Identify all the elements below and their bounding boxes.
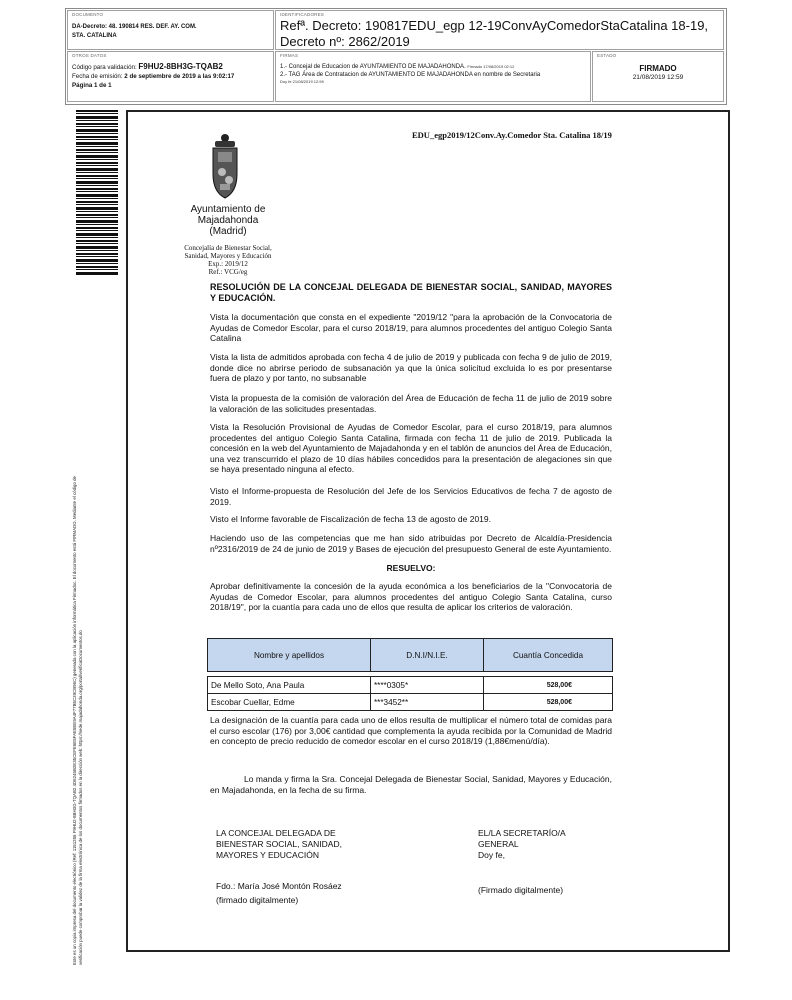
file-reference: EDU_egp2019/12Conv.Ay.Comedor Sta. Catalina 18/19 [412,130,612,140]
validation-code[interactable]: F9HU2-8BH3G-TQAB2 [138,62,223,71]
table-row [208,694,613,711]
signatory-left-line2: BIENESTAR SOCIAL, SANIDAD, [216,839,342,849]
department-line2: Sanidad, Mayores y Educación [184,252,272,260]
signatures-caption: FIRMAS [280,53,299,58]
signature-2: 2.- TAG Área de Contratacion de AYUNTAMIENTO DE MAJADAHONDA en nombre de Secretaria [280,72,541,78]
document-page [126,110,730,952]
beneficiary-id: ****0305* [371,677,484,694]
signature-2-date: Doy fe 21/08/2019 12:59 [280,79,324,84]
decree-number: Decreto nº: 2862/2019 [280,34,410,49]
paragraph-fiscal-report: Visto el Informe favorable de Fiscalización de fecha 13 de agosto de 2019. [210,514,491,524]
status-badge: FIRMADO [639,64,677,73]
validation-code-label: Código para validación: [72,64,137,71]
paragraph-amount-calculation: La designación de la cuantía para cada uno de ellos resulta de multiplicar el número total de comidas para el curso escolar (176) por 3,00€ cantidad que complementa la ayuda recibida por la Comunidad de Madrid en concepto de precio reducido de comedor escolar en el curso 2018/19 (1,88€menú/día). [210,715,612,746]
signatory-left-line3: MAYORES Y EDUCACIÓN [216,850,319,860]
validation-header [65,8,727,105]
issue-date-label: Fecha de emisión: [72,73,123,80]
signature-1: 1.- Concejal de Educacion de AYUNTAMIENTO DE MAJADAHONDA. [280,64,466,70]
vertical-note-line1: Este es un copia impresa del documento electrónico (Ref: 1151255 F9HU2-8BH3G-TQAB2 4D6245B2E35CEFE6E5FAE5EE9A4F77B5C39CB96C) generada con la aplicación informática Firmadoc. El documento está FIRMADO. Mediante el código de [72,476,77,965]
signatory-right-line2: GENERAL [478,839,519,849]
beneficiary-amount: 528,00€ [484,694,613,711]
status-caption: ESTADO [597,53,617,58]
beneficiary-name: De Mello Soto, Ana Paula [208,677,371,694]
paragraph-competences: Haciendo uso de las competencias que me han sido atribuidas por Decreto de Alcaldía-Presidencia nº2316/2019 de 24 de junio de 2019 y Bases de ejecución del presupuesto General de este Ayuntamiento. [210,533,612,554]
paragraph-commission: Vista la propuesta de la comisión de valoración del Área de Educación de fecha 11 de julio de 2019 sobre la valoración de las solicitudes presentadas. [210,393,612,414]
table-row [208,677,613,694]
vertical-note-line2: verificación puede comprobar la validez de la firma electrónica de los documentos firmados en la dirección web: https://sede.majadahonda.org/portal/verificaDocumentos.do [78,630,83,965]
paragraph-signature-order: Lo manda y firma la Sra. Concejal Delegada de Bienestar Social, Sanidad, Mayores y Educación, en Majadahonda, en la fecha de su firma. [210,774,612,795]
page-count: Página 1 de 1 [72,82,112,89]
column-header-name: Nombre y apellidos [208,639,371,672]
status-date: 21/08/2019 12:59 [632,74,684,81]
signatory-left-digital: (firmado digitalmente) [216,895,299,905]
resolve-heading: RESUELVO: [386,563,436,573]
signatory-right-line3: Doy fe, [478,850,505,860]
signatory-left-name: Fdo.: María José Montón Rosáez [216,881,342,891]
identifier-reference: Refª. Decreto: 190817EDU_egp 12-19ConvAyComedorStaCatalina 18-19, [280,18,709,33]
paragraph-approval: Aprobar definitivamente la concesión de la ayuda económica a los beneficiarios de la "Convocatoria de Ayudas de Comedor Escolar, para alumnos procedentes del antiguo Colegio Santa Catalina, curso 2018/19", por la cuantía para cada uno de ellos que resulta de aplicar los criterios de valoración. [210,581,612,612]
signatory-left [216,828,376,861]
signatures-cell [275,51,591,102]
issuer-line2: Majadahonda [197,215,259,226]
paragraph-documentation: Vista la documentación que consta en el expediente "2019/12 "para la aprobación de la Convocatoria de Ayudas de Comedor Escolar, para el curso 2018/19, para alumnos procedentes del antiguo Colegio Santa Catalina [210,312,612,343]
signatory-right-line1: EL/LA SECRETARÍO/A [478,828,566,838]
signatory-left-line1: LA CONCEJAL DELEGADA DE [216,828,336,838]
document-cell [67,10,274,50]
issue-date: 2 de septiembre de 2019 a las 9:02:17 [124,73,235,80]
municipal-crest-icon [208,132,242,202]
expedient-number: Exp.: 2019/12 [208,260,248,268]
beneficiary-id: ***3452** [371,694,484,711]
other-data-cell [67,51,274,102]
issuer-line3: (Madrid) [209,226,247,237]
issuer-line1: Ayuntamiento de [190,204,266,215]
department-info [158,244,298,276]
document-caption: DOCUMENTO [72,12,104,17]
reference-initials: Ref.: VCG/eg [208,268,248,276]
beneficiaries-table [207,638,613,711]
paragraph-report-proposal: Visto el Informe-propuesta de Resolución del Jefe de los Servicios Educativos de fecha 7 de agosto de 2019. [210,486,612,507]
signature-1-date: Firmado 17/08/2019 02:12 [467,64,515,69]
beneficiary-name: Escobar Cuellar, Edme [208,694,371,711]
signatory-right-digital: (Firmado digitalmente) [478,885,564,895]
paragraph-admitted-list: Vista la lista de admitidos aprobada con fecha 4 de julio de 2019 y publicada con fecha 9 de julio de 2019, donde dice no abrirse periodo de subsanación ya que la única solicitud excluida lo es por presentarse fuera de plazo y por tanto, no subsanable [210,352,612,383]
vertical-validation-note [72,295,84,965]
paragraph-provisional: Vista la Resolución Provisional de Ayudas de Comedor Escolar, para el curso 2018/19, para alumnos procedentes del antiguo Colegio Santa Catalina, firmada con fecha 11 de julio de 2019. Publicada la concesión en la web del Ayuntamiento de Majadahonda y en el tablón de anuncios del Área de Educación, una vez transcurrido el plazo de 10 días hábiles concedidos para la presentación de alegaciones sin que se haya presentado ninguna al efecto. [210,422,612,474]
beneficiary-amount: 528,00€ [484,677,613,694]
barcode [76,110,118,275]
department-line1: Concejalía de Bienestar Social, [184,244,272,252]
document-value-line2: STA. CATALINA [72,33,117,39]
document-value-line1: DA-Decreto: 48. 190814 RES. DEF. AY. COM. [72,24,197,30]
column-header-amount: Cuantía Concedida [484,639,613,672]
table-header-row [208,639,613,672]
issuer-name [158,204,298,237]
identifiers-caption: IDENTIFICADORES [280,12,325,17]
signatory-right [478,828,566,861]
status-cell [592,51,724,102]
other-data-caption: OTROS DATOS [72,53,107,58]
column-header-id: D.N.I/N.I.E. [371,639,484,672]
resolution-title: RESOLUCIÓN DE LA CONCEJAL DELEGADA DE BIENESTAR SOCIAL, SANIDAD, MAYORES Y EDUCACIÓN. [210,282,612,303]
identifiers-cell [275,10,724,50]
